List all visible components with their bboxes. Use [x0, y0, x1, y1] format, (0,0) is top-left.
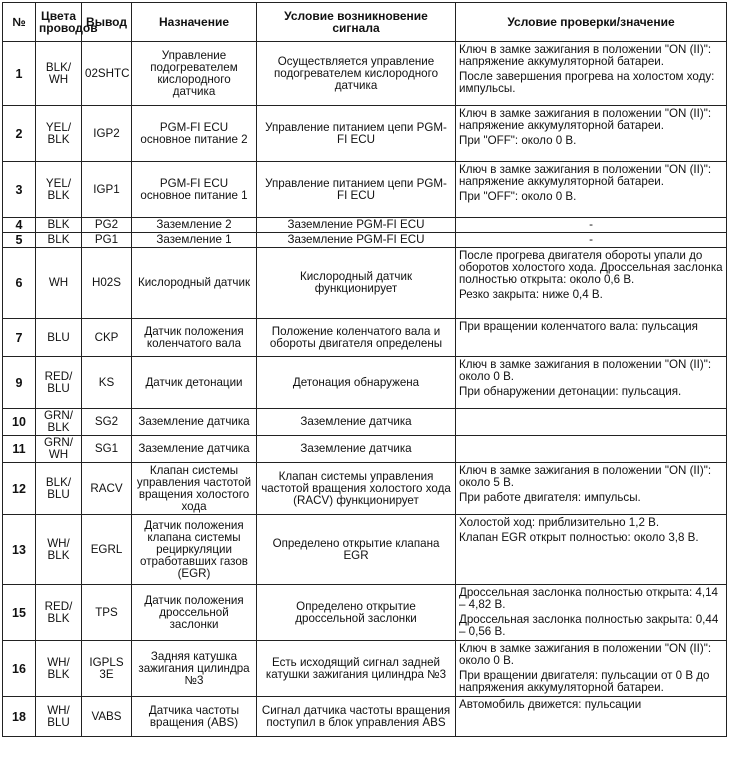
wire-color: BLK/ WH: [36, 42, 82, 106]
purpose: Заземление датчика: [132, 409, 257, 436]
wire-color: BLU: [36, 319, 82, 357]
purpose: Датчик положения клапана системы рециркуляции отработавших газов (EGR): [132, 515, 257, 585]
check-condition: [456, 697, 727, 737]
table-row: [3, 42, 727, 106]
header-number: №: [3, 3, 36, 42]
purpose: Датчика частоты вращения (ABS): [132, 697, 257, 737]
purpose: PGM-FI ECU основное питание 1: [132, 162, 257, 218]
check-line: При "OFF": около 0 В.: [459, 134, 577, 147]
wire-color: RED/ BLK: [36, 585, 82, 641]
purpose: Заземление 1: [132, 233, 257, 248]
check-line: При вращении двигателя: пульсации от 0 В до напряжения аккумуляторной батареи.: [459, 669, 710, 694]
purpose: Датчик положения коленчатого вала: [132, 319, 257, 357]
check-condition: [456, 106, 727, 162]
table-row: [3, 162, 727, 218]
check-line: Резко закрыта: ниже 0,4 В.: [459, 288, 603, 301]
wire-color: YEL/ BLK: [36, 162, 82, 218]
signal-condition: Кислородный датчик функционирует: [257, 248, 456, 319]
check-condition: [456, 162, 727, 218]
table-row: [3, 436, 727, 463]
table-row: [3, 218, 727, 233]
signal-condition: Положение коленчатого вала и обороты двигателя определены: [257, 319, 456, 357]
check-line: При работе двигателя: импульсы.: [459, 491, 641, 504]
pin-name: IGP2: [82, 106, 132, 162]
check-line: Ключ в замке зажигания в положении "ON (II)": около 0 В.: [459, 358, 712, 383]
signal-condition: Определено открытие дроссельной заслонки: [257, 585, 456, 641]
check-condition: [456, 319, 727, 357]
wire-color: RED/ BLU: [36, 357, 82, 409]
row-number: 4: [3, 218, 36, 233]
check-line: -: [589, 218, 593, 231]
purpose: Датчик детонации: [132, 357, 257, 409]
pin-name: IGP1: [82, 162, 132, 218]
purpose: Датчик положения дроссельной заслонки: [132, 585, 257, 641]
table-body: [3, 42, 727, 737]
pin-name: VABS: [82, 697, 132, 737]
pin-name: SG1: [82, 436, 132, 463]
wire-color: WH: [36, 248, 82, 319]
row-number: 2: [3, 106, 36, 162]
check-line: Ключ в замке зажигания в положении "ON (II)": напряжение аккумуляторной батареи.: [459, 163, 712, 188]
table-row: [3, 106, 727, 162]
signal-condition: Осуществляется управление подогревателем кислородного датчика: [257, 42, 456, 106]
check-line: -: [589, 233, 593, 246]
signal-condition: Детонация обнаружена: [257, 357, 456, 409]
check-condition: [456, 357, 727, 409]
table-row: [3, 585, 727, 641]
wire-color: WH/ BLK: [36, 641, 82, 697]
row-number: 6: [3, 248, 36, 319]
check-line: Дроссельная заслонка полностью закрыта: 0,44 – 0,56 В.: [459, 613, 719, 638]
check-condition: [456, 248, 727, 319]
signal-condition: Заземление датчика: [257, 436, 456, 463]
row-number: 1: [3, 42, 36, 106]
signal-condition: Определено открытие клапана EGR: [257, 515, 456, 585]
signal-condition: Управление питанием цепи PGM-FI ECU: [257, 106, 456, 162]
row-number: 16: [3, 641, 36, 697]
wire-color: BLK: [36, 218, 82, 233]
check-line: Дроссельная заслонка полностью открыта: 4,14 – 4,82 В.: [459, 586, 719, 611]
purpose: Заземление датчика: [132, 436, 257, 463]
header-check-condition: Условие проверки/значение: [456, 3, 727, 42]
pin-name: SG2: [82, 409, 132, 436]
purpose: Задняя катушка зажигания цилиндра №3: [132, 641, 257, 697]
purpose: PGM-FI ECU основное питание 2: [132, 106, 257, 162]
wire-color: WH/ BLU: [36, 697, 82, 737]
pin-name: EGRL: [82, 515, 132, 585]
row-number: 5: [3, 233, 36, 248]
check-condition: [456, 585, 727, 641]
header-pin: Вывод: [82, 3, 132, 42]
pin-name: KS: [82, 357, 132, 409]
row-number: 9: [3, 357, 36, 409]
table-row: [3, 319, 727, 357]
check-line: Холостой ход: приблизительно 1,2 В.: [459, 516, 660, 529]
signal-condition: Сигнал датчика частоты вращения поступил в блок управления ABS: [257, 697, 456, 737]
row-number: 15: [3, 585, 36, 641]
table-row: [3, 641, 727, 697]
check-line: При обнаружении детонации: пульсация.: [459, 385, 682, 398]
wire-color: BLK/ BLU: [36, 463, 82, 515]
table-row: [3, 233, 727, 248]
signal-condition: Заземление датчика: [257, 409, 456, 436]
purpose: Управление подогревателем кислородного датчика: [132, 42, 257, 106]
pin-name: IGPLS 3E: [82, 641, 132, 697]
table-row: [3, 357, 727, 409]
pin-name: 02SHTC: [82, 42, 132, 106]
check-condition: [456, 515, 727, 585]
table-row: [3, 697, 727, 737]
wire-color: BLK: [36, 233, 82, 248]
wiring-table: [2, 2, 727, 737]
wire-color: GRN/ BLK: [36, 409, 82, 436]
table-row: [3, 248, 727, 319]
signal-condition: Есть исходящий сигнал задней катушки зажигания цилиндра №3: [257, 641, 456, 697]
pin-name: RACV: [82, 463, 132, 515]
check-line: Ключ в замке зажигания в положении "ON (II)": напряжение аккумуляторной батареи.: [459, 43, 712, 68]
check-line: Клапан EGR открыт полностью: около 3,8 В.: [459, 531, 699, 544]
check-condition: [456, 42, 727, 106]
wire-color: WH/ BLK: [36, 515, 82, 585]
check-line: При вращении коленчатого вала: пульсация: [459, 320, 698, 333]
pin-name: TPS: [82, 585, 132, 641]
purpose: Кислородный датчик: [132, 248, 257, 319]
row-number: 18: [3, 697, 36, 737]
pin-name: H02S: [82, 248, 132, 319]
check-line: Ключ в замке зажигания в положении "ON (II)": напряжение аккумуляторной батареи.: [459, 107, 712, 132]
check-condition: [456, 409, 727, 436]
pin-name: PG1: [82, 233, 132, 248]
table-row: [3, 463, 727, 515]
row-number: 3: [3, 162, 36, 218]
check-line: Автомобиль движется: пульсации: [459, 698, 642, 711]
check-line: Ключ в замке зажигания в положении "ON (II)": около 0 В.: [459, 642, 712, 667]
pin-name: PG2: [82, 218, 132, 233]
header-row: [3, 3, 727, 42]
header-purpose: Назначение: [132, 3, 257, 42]
purpose: Заземление 2: [132, 218, 257, 233]
signal-condition: Заземление PGM-FI ECU: [257, 233, 456, 248]
row-number: 7: [3, 319, 36, 357]
row-number: 12: [3, 463, 36, 515]
check-condition: [456, 436, 727, 463]
header-signal-condition: Условие возникновение сигнала: [257, 3, 456, 42]
check-condition: [456, 233, 727, 248]
wire-color: GRN/ WH: [36, 436, 82, 463]
signal-condition: Управление питанием цепи PGM-FI ECU: [257, 162, 456, 218]
check-condition: [456, 218, 727, 233]
wire-color: YEL/ BLK: [36, 106, 82, 162]
table-row: [3, 409, 727, 436]
check-condition: [456, 463, 727, 515]
check-condition: [456, 641, 727, 697]
check-line: После прогрева двигателя обороты упали до оборотов холостого хода. Дроссельная заслонка полностью открыта: около 0,6 В.: [459, 249, 723, 286]
row-number: 11: [3, 436, 36, 463]
row-number: 13: [3, 515, 36, 585]
check-line: После завершения прогрева на холостом ходу: импульсы.: [459, 70, 715, 95]
purpose: Клапан системы управления частотой вращения холостого хода: [132, 463, 257, 515]
check-line: Ключ в замке зажигания в положении "ON (II)": около 5 В.: [459, 464, 712, 489]
table-row: [3, 515, 727, 585]
pin-name: CKP: [82, 319, 132, 357]
signal-condition: Заземление PGM-FI ECU: [257, 218, 456, 233]
header-wire-color: Цвета проводов: [36, 3, 82, 42]
signal-condition: Клапан системы управления частотой вращения холостого хода (RACV) функционирует: [257, 463, 456, 515]
check-line: При "OFF": около 0 В.: [459, 190, 577, 203]
row-number: 10: [3, 409, 36, 436]
